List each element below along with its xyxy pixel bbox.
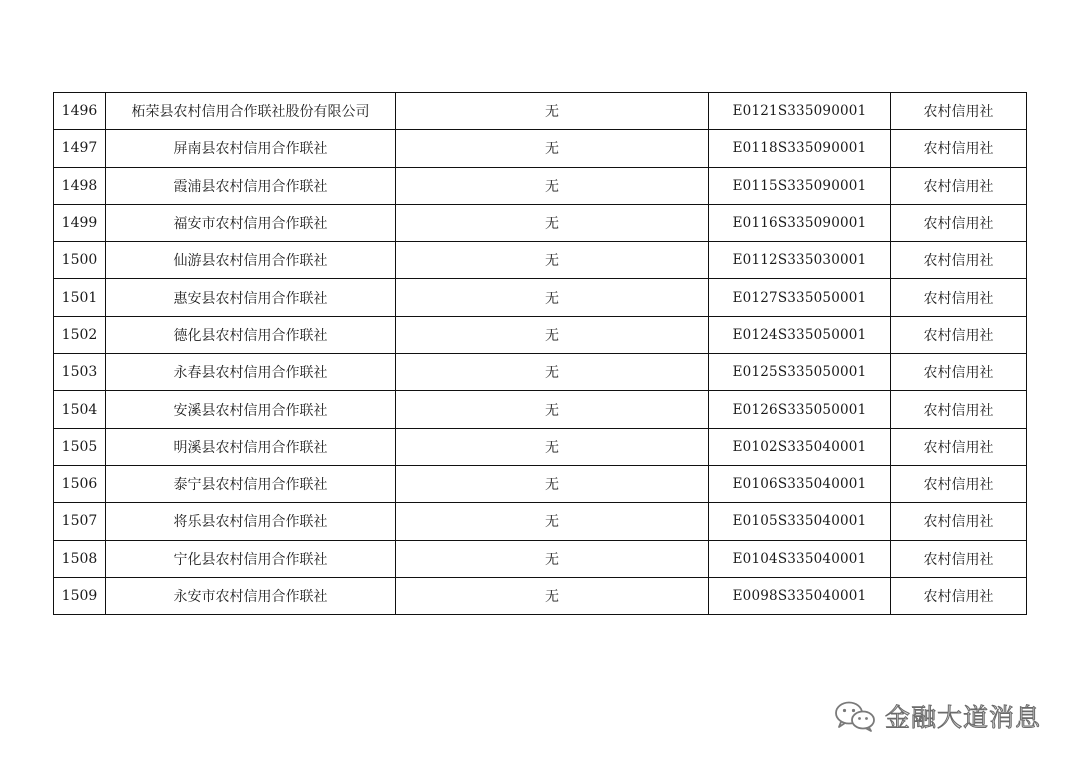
table-row [54,204,1027,241]
institution-name-cell: 福安市农村信用合作联社 [106,204,396,241]
table-row [54,316,1027,353]
institution-name-cell: 惠安县农村信用合作联社 [106,279,396,316]
table-row [54,354,1027,391]
institution-type-cell: 农村信用社 [891,316,1027,353]
institution-name-cell: 明溪县农村信用合作联社 [106,428,396,465]
row-number-cell: 1497 [54,130,106,167]
institution-code-cell: E0127S335050001 [709,279,891,316]
institution-code-cell: E0105S335040001 [709,503,891,540]
institution-type-cell: 农村信用社 [891,167,1027,204]
institution-name-cell: 永春县农村信用合作联社 [106,354,396,391]
other-name-cell: 无 [396,279,709,316]
institution-name-cell: 屏南县农村信用合作联社 [106,130,396,167]
other-name-cell: 无 [396,391,709,428]
table-row [54,167,1027,204]
institution-type-cell: 农村信用社 [891,503,1027,540]
table-row [54,503,1027,540]
row-number-cell: 1508 [54,540,106,577]
row-number-cell: 1506 [54,465,106,502]
other-name-cell: 无 [396,316,709,353]
row-number-cell: 1502 [54,316,106,353]
row-number-cell: 1499 [54,204,106,241]
institution-type-cell: 农村信用社 [891,130,1027,167]
table-row [54,279,1027,316]
institution-type-cell: 农村信用社 [891,93,1027,130]
institution-code-cell: E0106S335040001 [709,465,891,502]
institution-type-cell: 农村信用社 [891,279,1027,316]
table-row [54,391,1027,428]
other-name-cell: 无 [396,93,709,130]
table-row [54,428,1027,465]
institution-name-cell: 霞浦县农村信用合作联社 [106,167,396,204]
institution-name-cell: 永安市农村信用合作联社 [106,577,396,614]
other-name-cell: 无 [396,354,709,391]
institution-code-cell: E0116S335090001 [709,204,891,241]
table-row [54,130,1027,167]
institution-code-cell: E0125S335050001 [709,354,891,391]
table-row [54,93,1027,130]
institution-table [53,92,1027,615]
institution-code-cell: E0112S335030001 [709,242,891,279]
institution-name-cell: 安溪县农村信用合作联社 [106,391,396,428]
row-number-cell: 1500 [54,242,106,279]
other-name-cell: 无 [396,465,709,502]
institution-code-cell: E0121S335090001 [709,93,891,130]
institution-code-cell: E0104S335040001 [709,540,891,577]
table-row [54,577,1027,614]
institution-type-cell: 农村信用社 [891,354,1027,391]
other-name-cell: 无 [396,130,709,167]
row-number-cell: 1509 [54,577,106,614]
other-name-cell: 无 [396,204,709,241]
institution-type-cell: 农村信用社 [891,428,1027,465]
row-number-cell: 1504 [54,391,106,428]
institution-code-cell: E0124S335050001 [709,316,891,353]
wechat-icon [833,699,877,733]
row-number-cell: 1507 [54,503,106,540]
watermark-text: 金融大道消息 [885,703,1042,732]
institution-type-cell: 农村信用社 [891,465,1027,502]
institution-code-cell: E0115S335090001 [709,167,891,204]
institution-name-cell: 柘荣县农村信用合作联社股份有限公司 [106,93,396,130]
table-row [54,242,1027,279]
institution-type-cell: 农村信用社 [891,391,1027,428]
institution-name-cell: 泰宁县农村信用合作联社 [106,465,396,502]
other-name-cell: 无 [396,242,709,279]
other-name-cell: 无 [396,577,709,614]
row-number-cell: 1505 [54,428,106,465]
other-name-cell: 无 [396,503,709,540]
watermark [833,696,1041,736]
institution-code-cell: E0102S335040001 [709,428,891,465]
row-number-cell: 1496 [54,93,106,130]
institution-type-cell: 农村信用社 [891,242,1027,279]
institution-type-cell: 农村信用社 [891,204,1027,241]
other-name-cell: 无 [396,167,709,204]
institution-code-cell: E0098S335040001 [709,577,891,614]
row-number-cell: 1501 [54,279,106,316]
other-name-cell: 无 [396,428,709,465]
institution-name-cell: 德化县农村信用合作联社 [106,316,396,353]
institution-name-cell: 仙游县农村信用合作联社 [106,242,396,279]
institution-type-cell: 农村信用社 [891,540,1027,577]
other-name-cell: 无 [396,540,709,577]
table-row [54,465,1027,502]
institution-code-cell: E0126S335050001 [709,391,891,428]
table-body [54,93,1027,615]
institution-name-cell: 将乐县农村信用合作联社 [106,503,396,540]
row-number-cell: 1498 [54,167,106,204]
institution-code-cell: E0118S335090001 [709,130,891,167]
institution-name-cell: 宁化县农村信用合作联社 [106,540,396,577]
row-number-cell: 1503 [54,354,106,391]
table-row [54,540,1027,577]
institution-type-cell: 农村信用社 [891,577,1027,614]
